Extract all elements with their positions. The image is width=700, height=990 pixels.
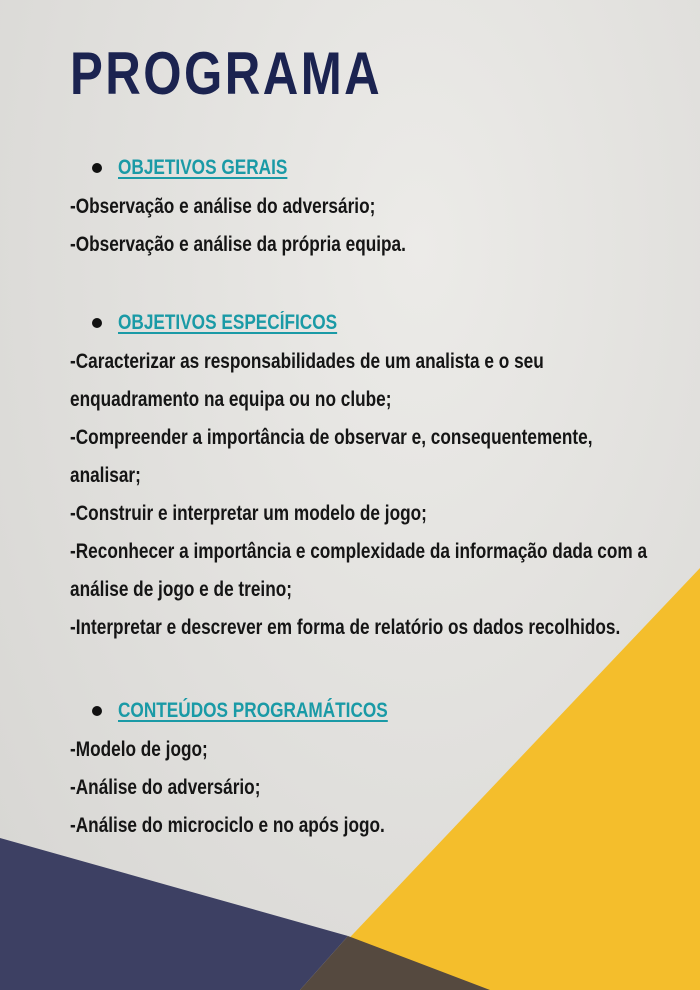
section-heading — [70, 691, 690, 731]
bullet-icon — [92, 318, 102, 328]
bullet-icon — [92, 706, 102, 716]
text-line: -Análise do microciclo e no após jogo. — [70, 814, 385, 837]
text-line: -Compreender a importância de observar e, consequentemente, — [70, 426, 593, 449]
section-heading-link[interactable]: OBJETIVOS GERAIS — [118, 156, 288, 179]
text-line: -Modelo de jogo; — [70, 738, 208, 761]
section-objetivos-gerais — [70, 148, 690, 264]
text-line: enquadramento na equipa ou no clube; — [70, 388, 392, 411]
text-line: -Construir e interpretar um modelo de jogo; — [70, 502, 427, 525]
text-line: -Análise do adversário; — [70, 776, 261, 799]
section-heading — [70, 148, 690, 188]
bullet-icon — [92, 163, 102, 173]
page-title: PROGRAMA — [70, 40, 383, 107]
text-line: -Observação e análise da própria equipa. — [70, 233, 406, 256]
section-heading — [70, 303, 690, 343]
section-conteudos-programaticos — [70, 691, 690, 845]
section-objetivos-especificos — [70, 303, 690, 647]
section-heading-link[interactable]: CONTEÚDOS PROGRAMÁTICOS — [118, 699, 388, 722]
text-line: -Interpretar e descrever em forma de relatório os dados recolhidos. — [70, 616, 621, 639]
text-line: análise de jogo e de treino; — [70, 578, 293, 601]
section-heading-link[interactable]: OBJETIVOS ESPECÍFICOS — [118, 311, 338, 334]
text-line: -Caracterizar as responsabilidades de um analista e o seu — [70, 350, 544, 373]
text-line: -Observação e análise do adversário; — [70, 195, 376, 218]
text-line: analisar; — [70, 464, 141, 487]
text-line: -Reconhecer a importância e complexidade da informação dada com a — [70, 540, 648, 563]
